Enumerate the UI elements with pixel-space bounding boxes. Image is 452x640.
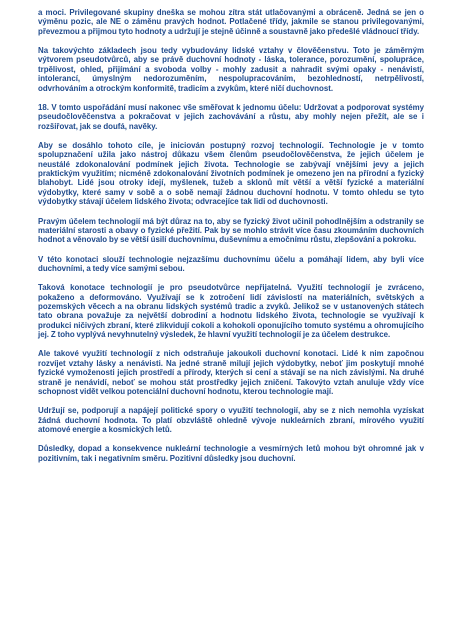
paragraph: Udržují se, podporují a napájejí politické spory o využití technologií, aby se z nich nemohla vyzískat žádná duchovní hodnota. To platí obzvláště ohledně vývoje nukleárních zbraní, mírového využití atomové energie a kosmických letů. (38, 406, 424, 434)
paragraph: V této konotaci slouží technologie nejzazšímu duchovnímu účelu a pomáhají lidem, aby byli více duchovními, a tedy více samými sebou. (38, 254, 424, 273)
paragraph: Aby se dosáhlo tohoto cíle, je iniciován postupný rozvoj technologií. Technologie je v tomto spolupznačení užila jako nástroj důkazu všem členům pseudočlověčenstva, že jejich účelem je neustálé zdokonalování podmínek jejich života. Technologie se zabývají vnějšími jevy a jejich praktickým využitím; nicméně zdokonalování životních podmínek je omezeno jen na přírodní a fyzický blahobyt. Lidé jsou otroky idejí, myšlenek, tužeb a sklonů mít větší a větší fyzické a materiální výdobytky, které samy v sobě a o sobě nemají žádnou duchovní hodnotu. V tomto ohledu se tyto výdobytky stávají účelem lidského života; odvracejíce tak lidi od duchovnosti. (38, 140, 424, 207)
paragraph: a moci. Privilegované skupiny dneška se mohou zítra stát utlačovanými a obráceně. Jedná se jen o výměnu pozic, ale NE o záměnu pravých hodnot. Potlačené třídy, jakmile se stanou privilegovanými, převezmou a přijmou tyto hodnoty a udržují je stejně účinně a soustavně jako předešlé vládnoucí třídy. (38, 8, 424, 36)
paragraph: Pravým účelem technologií má být důraz na to, aby se fyzický život učinil pohodlnějším a odstranily se materiální starosti a obavy o fyzické přežití. Pak by se mohlo strávit více času zkoumáním duchovních hodnot a věnovalo by se větší úsilí duchovnímu, duševnímu a emočnímu růstu, zlepšování a pokroku. (38, 216, 424, 245)
paragraph: 18. V tomto uspořádání musí nakonec vše směřovat k jednomu účelu: Udržovat a podporovat systémy pseudočlověčenstva a pokračovat v jejich zachovávání a růstu, aby mohly nejen přežít, ale se i rozšiřovat, jak se doufá, navěky. (38, 102, 424, 131)
paragraph: Důsledky, dopad a konsekvence nukleární technologie a vesmírných letů mohou být ohromné jak v pozitivním, tak i negativním směru. Pozitivní důsledky jsou duchovní. (38, 444, 424, 463)
paragraph: Na takovýchto základech jsou tedy vybudovány lidské vztahy v člověčenstvu. Toto je záměrným výtvorem pseudotvůrců, aby se právě duchovní hodnoty - láska, tolerance, porozumění, spolupráce, trpělivost, ohled, přijímání a svoboda volby - mohly zadusit a nahradit svými opaky - nenávistí, intolerancí, úmyslným nedorozuměním, nespolupracováním, bezohledností, netrpělivostí, odvrhováním a otrockým konformitě, tradicím a zvykům, které ničí duchovnost. (38, 46, 424, 93)
paragraph: Ale takové využití technologií z nich odstraňuje jakoukoli duchovní konotaci. Lidé k nim započnou rozvíjet vztahy lásky a nenávisti. Na jedné straně milují jejich výdobytky, neboť jim poskytují mnohé fyzické vymoženosti jejich prostředí a přírody, kterých si cení a stávají se na nich závislými. Na druhé straně je nenávidí, neboť se mohou stát prostředky jejich zničení. Takovýto vztah anuluje vždy více schopnost vidět velkou potenciální duchovní hodnotu, kterou technologie mají. (38, 349, 424, 396)
paragraph: Taková konotace technologií je pro pseudotvůrce nepřijatelná. Využití technologií je zvráceno, pokaženo a deformováno. Využívají se k zotročení lidí závislostí na materiálních, světských a pozemských věcech a na obranu lidských systémů tradic a zvyků. Jelikož se v ustanovených státech tato obrana považuje za největší dobrodiní a hodnotu lidského života, technologie se využívají k produkci ničivých zbraní, které zlikvidují cokoli a kohokoli oponujícího tomuto systému a ohromujícího jej. Z toho vyplývá nevyhnutelný výsledek, že hlavní využití technologií je za účelem destrukce. (38, 283, 424, 340)
